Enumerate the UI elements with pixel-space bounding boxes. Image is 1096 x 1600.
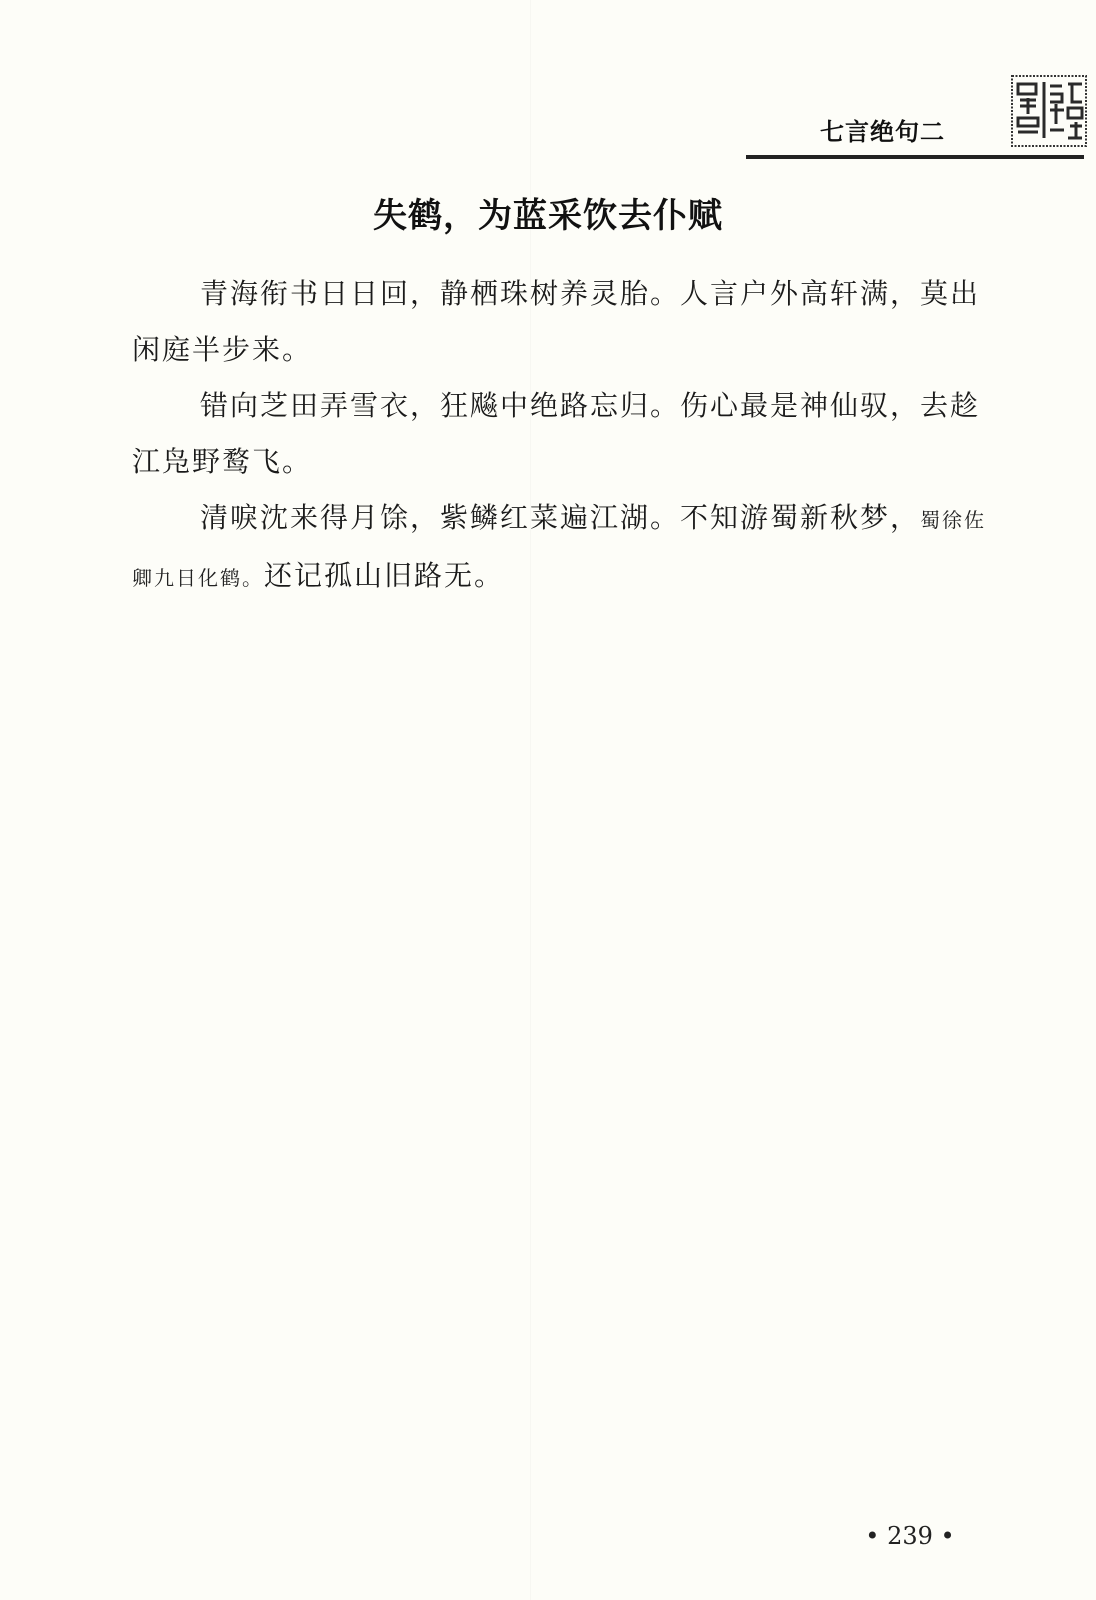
stanza-3 xyxy=(132,490,1000,606)
stanza-2: 错向芝田弄雪衣，狂飚中绝路忘归。伤心最是神仙驭，去趁江凫野鹜飞。 xyxy=(132,389,981,478)
page-fold-shadow xyxy=(530,0,531,1600)
stanza-1: 青海衔书日日回，静栖珠树养灵胎。人言户外高轩满，莫出闲庭半步来。 xyxy=(132,277,981,366)
running-head xyxy=(0,0,1096,170)
section-title: 七言绝句二 xyxy=(820,118,945,146)
page-number: • 239 • xyxy=(865,1522,955,1550)
seal-stamp-icon xyxy=(1010,74,1088,148)
stanza-3-lines-1-3: 清唳沈来得月馀，紫鳞红菜遍江湖。不知游蜀新秋梦， xyxy=(200,501,921,534)
header-rule xyxy=(746,155,1084,159)
poem-title: 失鹤，为蓝采饮去仆赋 xyxy=(373,196,723,236)
inline-annotation: 蜀徐佐卿九日化鹤。 xyxy=(132,508,987,590)
poem-body xyxy=(132,266,1000,606)
stanza-3-line-4: 还记孤山旧路无。 xyxy=(264,559,505,592)
